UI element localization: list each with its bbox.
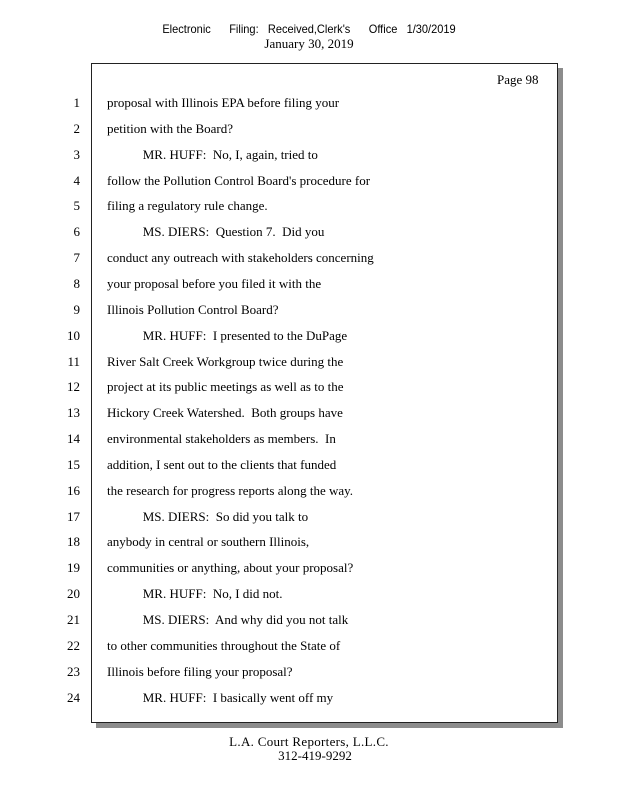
line-number: 5 bbox=[73, 198, 80, 214]
line-text: your proposal before you filed it with the bbox=[107, 275, 322, 291]
line-text: proposal with Illinois EPA before filing your bbox=[107, 95, 340, 110]
line-number: 21 bbox=[67, 612, 80, 627]
reporter-company: L.A. Court Reporters, L.L.C. bbox=[229, 734, 389, 749]
line-text: filing a regulatory rule change. bbox=[107, 198, 268, 214]
line-number: 3 bbox=[73, 146, 80, 162]
line-number: 18 bbox=[67, 534, 80, 550]
page-number: Page 98 bbox=[497, 72, 539, 87]
line-number: 11 bbox=[67, 353, 80, 369]
line-text: MS. DIERS: Question 7. Did you bbox=[107, 224, 325, 240]
line-text: MR. HUFF: No, I did not. bbox=[107, 586, 283, 602]
line-text: Hickory Creek Watershed. Both groups have bbox=[107, 405, 343, 421]
line-text: communities or anything, about your proposal? bbox=[107, 560, 354, 576]
line-text: environmental stakeholders as members. In bbox=[107, 431, 336, 447]
line-text: MR. HUFF: I presented to the DuPage bbox=[107, 327, 348, 343]
line-text: anybody in central or southern Illinois, bbox=[107, 534, 310, 550]
line-text: to other communities throughout the State of bbox=[107, 637, 341, 653]
line-number: 2 bbox=[73, 120, 80, 136]
line-number: 7 bbox=[73, 250, 80, 266]
line-text: River Salt Creek Workgroup twice during the bbox=[107, 353, 344, 369]
line-text: follow the Pollution Control Board's procedure for bbox=[107, 172, 371, 188]
line-text: the research for progress reports along the way. bbox=[107, 482, 354, 498]
line-number: 20 bbox=[67, 586, 80, 602]
line-text: addition, I sent out to the clients that funded bbox=[107, 456, 337, 472]
line-number: 15 bbox=[67, 456, 80, 472]
line-number: 10 bbox=[67, 327, 80, 343]
line-number: 23 bbox=[67, 663, 80, 679]
line-text: Illinois before filing your proposal? bbox=[107, 663, 293, 679]
line-number: 8 bbox=[73, 275, 80, 291]
line-number: 14 bbox=[67, 431, 80, 447]
line-number: 24 bbox=[67, 689, 80, 705]
line-text: project at its public meetings as well as to the bbox=[107, 379, 344, 395]
line-text: MR. HUFF: I basically went off my bbox=[107, 689, 334, 705]
line-number: 12 bbox=[67, 379, 80, 395]
reporter-phone: 312-419-9292 bbox=[278, 748, 352, 763]
line-number: 22 bbox=[67, 637, 80, 653]
line-number: 17 bbox=[67, 508, 80, 524]
line-number: 13 bbox=[67, 405, 80, 421]
line-number: 6 bbox=[73, 224, 80, 240]
line-number: 16 bbox=[67, 482, 80, 498]
line-number: 19 bbox=[67, 560, 80, 576]
filing-stamp: Electronic Filing: Received,Clerk's Office 1/30/2019 bbox=[162, 22, 456, 36]
line-text: Illinois Pollution Control Board? bbox=[107, 301, 279, 317]
line-number: 1 bbox=[73, 95, 80, 110]
line-number: 4 bbox=[73, 172, 80, 188]
filing-date: January 30, 2019 bbox=[264, 36, 354, 51]
line-text: conduct any outreach with stakeholders concerning bbox=[107, 250, 374, 266]
line-text: MR. HUFF: No, I, again, tried to bbox=[107, 146, 318, 162]
line-number: 9 bbox=[73, 301, 80, 317]
line-text: MS. DIERS: And why did you not talk bbox=[107, 612, 349, 627]
line-text: petition with the Board? bbox=[107, 120, 234, 136]
line-text: MS. DIERS: So did you talk to bbox=[107, 508, 309, 524]
